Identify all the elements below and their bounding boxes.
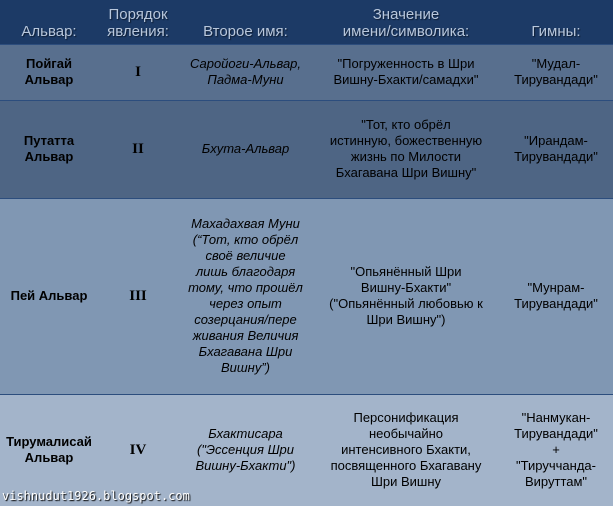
header-meaning: Значение имени/символика: [342, 5, 470, 40]
meaning-cell: "Погруженность в Шри Вишну-Бхакти/самадхи" [313, 44, 499, 100]
header-hymns: Гимны: [531, 22, 581, 40]
meaning-cell: Персонификация необычайно интенсивного Бхакти, посвященного Бхагавану Шри Вишну [313, 394, 499, 506]
second-name-cell: Бхактисара ("Эссенция Шри Вишну-Бхакти") [178, 394, 313, 506]
meaning-cell: "Опьянённый Шри Вишну-Бхакти" ("Опьянённый любовью к Шри Вишну") [313, 198, 499, 394]
order-cell: II [98, 100, 178, 198]
order-cell: III [98, 198, 178, 394]
hymns-cell: "Мудал- Тирувандади" [499, 44, 613, 100]
order-cell: IV [98, 394, 178, 506]
alvar-name-cell: Пойгай Альвар [0, 44, 98, 100]
table-row [0, 44, 613, 100]
alvar-name-cell: Тирумалисай Альвар [0, 394, 98, 506]
table-header-row [0, 0, 613, 44]
header-alvar: Альвар: [21, 22, 77, 40]
meaning-cell: "Тот, кто обрёл истинную, божественную жизнь по Милости Бхагавана Шри Вишну" [313, 100, 499, 198]
order-cell: I [98, 44, 178, 100]
hymns-cell: "Ирандам- Тирувандади" [499, 100, 613, 198]
hymns-cell: "Мунрам- Тирувандади" [499, 198, 613, 394]
second-name-cell: Махадахвая Муни (“Тот, кто обрёл своё величие лишь благодаря тому, что прошёл через опыт созерцания/пере живания Величия Бхагавана Шри Вишну”) [178, 198, 313, 394]
watermark-text: vishnudut1926.blogspot.com [2, 489, 190, 503]
hymns-cell: "Нанмукан- Тирувандади" + "Тируччанда- Вируттам" [499, 394, 613, 506]
table-row [0, 198, 613, 394]
table-row [0, 100, 613, 198]
header-order: Порядок явления: [107, 5, 169, 40]
alvar-name-cell: Путатта Альвар [0, 100, 98, 198]
alvar-name-cell: Пей Альвар [0, 198, 98, 394]
header-second-name: Второе имя: [203, 22, 288, 40]
second-name-cell: Бхута-Альвар [178, 100, 313, 198]
second-name-cell: Саройоги-Альвар, Падма-Муни [178, 44, 313, 100]
